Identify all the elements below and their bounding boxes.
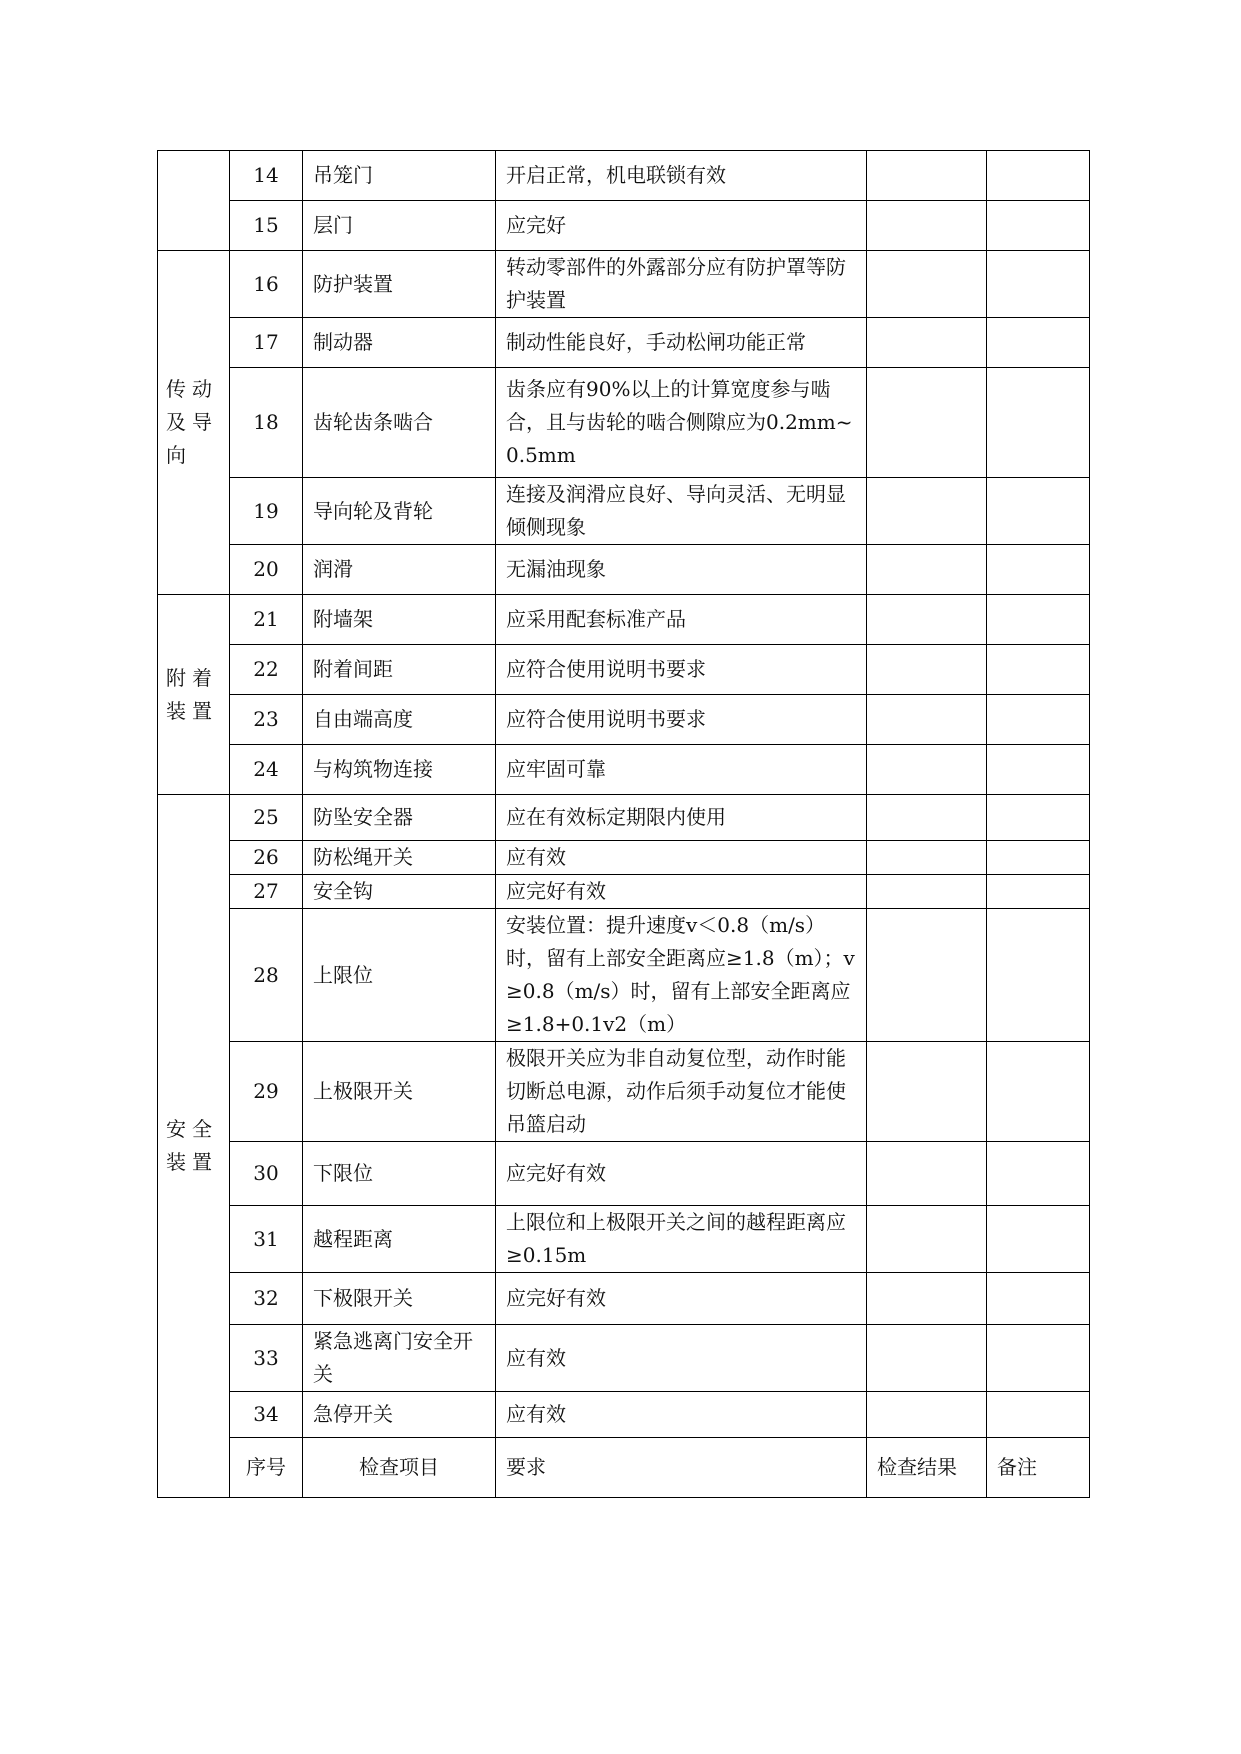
cell-req: 应采用配套标准产品 <box>496 595 867 645</box>
cell-req: 应在有效标定期限内使用 <box>496 795 867 841</box>
cell-req: 上限位和上极限开关之间的越程距离应≥0.15m <box>496 1206 867 1273</box>
cell-no: 15 <box>230 201 303 251</box>
cell-item: 紧急逃离门安全开关 <box>303 1325 496 1392</box>
cell-result <box>867 909 987 1042</box>
cell-no: 20 <box>230 545 303 595</box>
cell-result <box>867 1392 987 1438</box>
cell-result <box>867 478 987 545</box>
cell-item: 齿轮齿条啮合 <box>303 368 496 478</box>
cell-req: 应牢固可靠 <box>496 745 867 795</box>
cell-req: 应有效 <box>496 1392 867 1438</box>
table-row <box>158 1042 1090 1142</box>
cell-result <box>867 795 987 841</box>
cell-note <box>987 545 1090 595</box>
cell-no: 33 <box>230 1325 303 1392</box>
cell-req: 应完好 <box>496 201 867 251</box>
table-row <box>158 745 1090 795</box>
cell-req: 安装位置：提升速度v＜0.8（m/s）时，留有上部安全距离应≥1.8（m）；v≥0.8（m/s）时，留有上部安全距离应≥1.8+0.1v2（m） <box>496 909 867 1042</box>
cell-no: 25 <box>230 795 303 841</box>
cell-note <box>987 368 1090 478</box>
cell-result <box>867 1273 987 1325</box>
table-row <box>158 795 1090 841</box>
cell-item: 下极限开关 <box>303 1273 496 1325</box>
cell-req: 连接及润滑应良好、导向灵活、无明显倾侧现象 <box>496 478 867 545</box>
table-row <box>158 201 1090 251</box>
section-transmission: 传动及导向 <box>158 251 230 595</box>
cell-req: 应符合使用说明书要求 <box>496 645 867 695</box>
cell-no: 18 <box>230 368 303 478</box>
header-note: 备注 <box>987 1438 1090 1498</box>
cell-req: 无漏油现象 <box>496 545 867 595</box>
cell-result <box>867 1206 987 1273</box>
table-row <box>158 318 1090 368</box>
inspection-table <box>157 150 1090 1498</box>
table-row <box>158 368 1090 478</box>
cell-note <box>987 478 1090 545</box>
cell-note <box>987 1392 1090 1438</box>
table-row <box>158 909 1090 1042</box>
cell-result <box>867 695 987 745</box>
section-safety: 安全装置 <box>158 795 230 1498</box>
cell-item: 润滑 <box>303 545 496 595</box>
cell-note <box>987 841 1090 875</box>
table-row <box>158 645 1090 695</box>
cell-result <box>867 318 987 368</box>
table-row <box>158 1392 1090 1438</box>
cell-item: 附墙架 <box>303 595 496 645</box>
cell-no: 21 <box>230 595 303 645</box>
cell-result <box>867 1042 987 1142</box>
section-attachment: 附着装置 <box>158 595 230 795</box>
table-row <box>158 545 1090 595</box>
cell-note <box>987 645 1090 695</box>
cell-note <box>987 251 1090 318</box>
cell-item: 下限位 <box>303 1142 496 1206</box>
cell-item: 自由端高度 <box>303 695 496 745</box>
cell-req: 应完好有效 <box>496 1142 867 1206</box>
cell-item: 防松绳开关 <box>303 841 496 875</box>
cell-item: 上极限开关 <box>303 1042 496 1142</box>
table-row <box>158 151 1090 201</box>
cell-no: 27 <box>230 875 303 909</box>
cell-note <box>987 1206 1090 1273</box>
cell-req: 极限开关应为非自动复位型，动作时能切断总电源，动作后须手动复位才能使吊篮启动 <box>496 1042 867 1142</box>
cell-note <box>987 795 1090 841</box>
cell-item: 制动器 <box>303 318 496 368</box>
cell-req: 齿条应有90%以上的计算宽度参与啮合，且与齿轮的啮合侧隙应为0.2mm~0.5mm <box>496 368 867 478</box>
cell-note <box>987 745 1090 795</box>
header-result: 检查结果 <box>867 1438 987 1498</box>
cell-no: 19 <box>230 478 303 545</box>
cell-no: 24 <box>230 745 303 795</box>
cell-req: 应有效 <box>496 841 867 875</box>
cell-result <box>867 368 987 478</box>
table-row <box>158 875 1090 909</box>
cell-note <box>987 151 1090 201</box>
cell-result <box>867 841 987 875</box>
cell-item: 上限位 <box>303 909 496 1042</box>
cell-note <box>987 909 1090 1042</box>
cell-item: 急停开关 <box>303 1392 496 1438</box>
cell-no: 28 <box>230 909 303 1042</box>
table-row <box>158 478 1090 545</box>
cell-req: 转动零部件的外露部分应有防护罩等防护装置 <box>496 251 867 318</box>
section-empty <box>158 151 230 251</box>
cell-result <box>867 1142 987 1206</box>
cell-no: 26 <box>230 841 303 875</box>
cell-no: 22 <box>230 645 303 695</box>
table-row <box>158 841 1090 875</box>
cell-result <box>867 201 987 251</box>
header-row <box>158 1438 1090 1498</box>
cell-note <box>987 1042 1090 1142</box>
table-row <box>158 695 1090 745</box>
cell-result <box>867 545 987 595</box>
cell-note <box>987 875 1090 909</box>
header-no: 序号 <box>230 1438 303 1498</box>
cell-result <box>867 251 987 318</box>
cell-note <box>987 1142 1090 1206</box>
cell-no: 23 <box>230 695 303 745</box>
cell-no: 31 <box>230 1206 303 1273</box>
cell-req: 应完好有效 <box>496 875 867 909</box>
cell-item: 与构筑物连接 <box>303 745 496 795</box>
cell-note <box>987 1325 1090 1392</box>
table-row <box>158 251 1090 318</box>
cell-item: 附着间距 <box>303 645 496 695</box>
cell-result <box>867 645 987 695</box>
table-row <box>158 595 1090 645</box>
cell-note <box>987 201 1090 251</box>
header-item: 检查项目 <box>303 1438 496 1498</box>
table-row <box>158 1206 1090 1273</box>
cell-no: 32 <box>230 1273 303 1325</box>
cell-result <box>867 875 987 909</box>
table-row <box>158 1325 1090 1392</box>
cell-no: 14 <box>230 151 303 201</box>
cell-req: 应有效 <box>496 1325 867 1392</box>
header-req: 要求 <box>496 1438 867 1498</box>
cell-item: 防护装置 <box>303 251 496 318</box>
cell-result <box>867 1325 987 1392</box>
cell-req: 应完好有效 <box>496 1273 867 1325</box>
cell-req: 开启正常，机电联锁有效 <box>496 151 867 201</box>
table-row <box>158 1142 1090 1206</box>
cell-item: 防坠安全器 <box>303 795 496 841</box>
cell-item: 吊笼门 <box>303 151 496 201</box>
cell-note <box>987 695 1090 745</box>
cell-no: 16 <box>230 251 303 318</box>
cell-note <box>987 318 1090 368</box>
cell-req: 应符合使用说明书要求 <box>496 695 867 745</box>
table-row <box>158 1273 1090 1325</box>
cell-note <box>987 595 1090 645</box>
cell-note <box>987 1273 1090 1325</box>
cell-no: 29 <box>230 1042 303 1142</box>
cell-result <box>867 595 987 645</box>
cell-req: 制动性能良好，手动松闸功能正常 <box>496 318 867 368</box>
cell-result <box>867 745 987 795</box>
cell-no: 34 <box>230 1392 303 1438</box>
cell-item: 导向轮及背轮 <box>303 478 496 545</box>
cell-item: 越程距离 <box>303 1206 496 1273</box>
cell-no: 17 <box>230 318 303 368</box>
cell-item: 安全钩 <box>303 875 496 909</box>
cell-no: 30 <box>230 1142 303 1206</box>
cell-item: 层门 <box>303 201 496 251</box>
cell-result <box>867 151 987 201</box>
